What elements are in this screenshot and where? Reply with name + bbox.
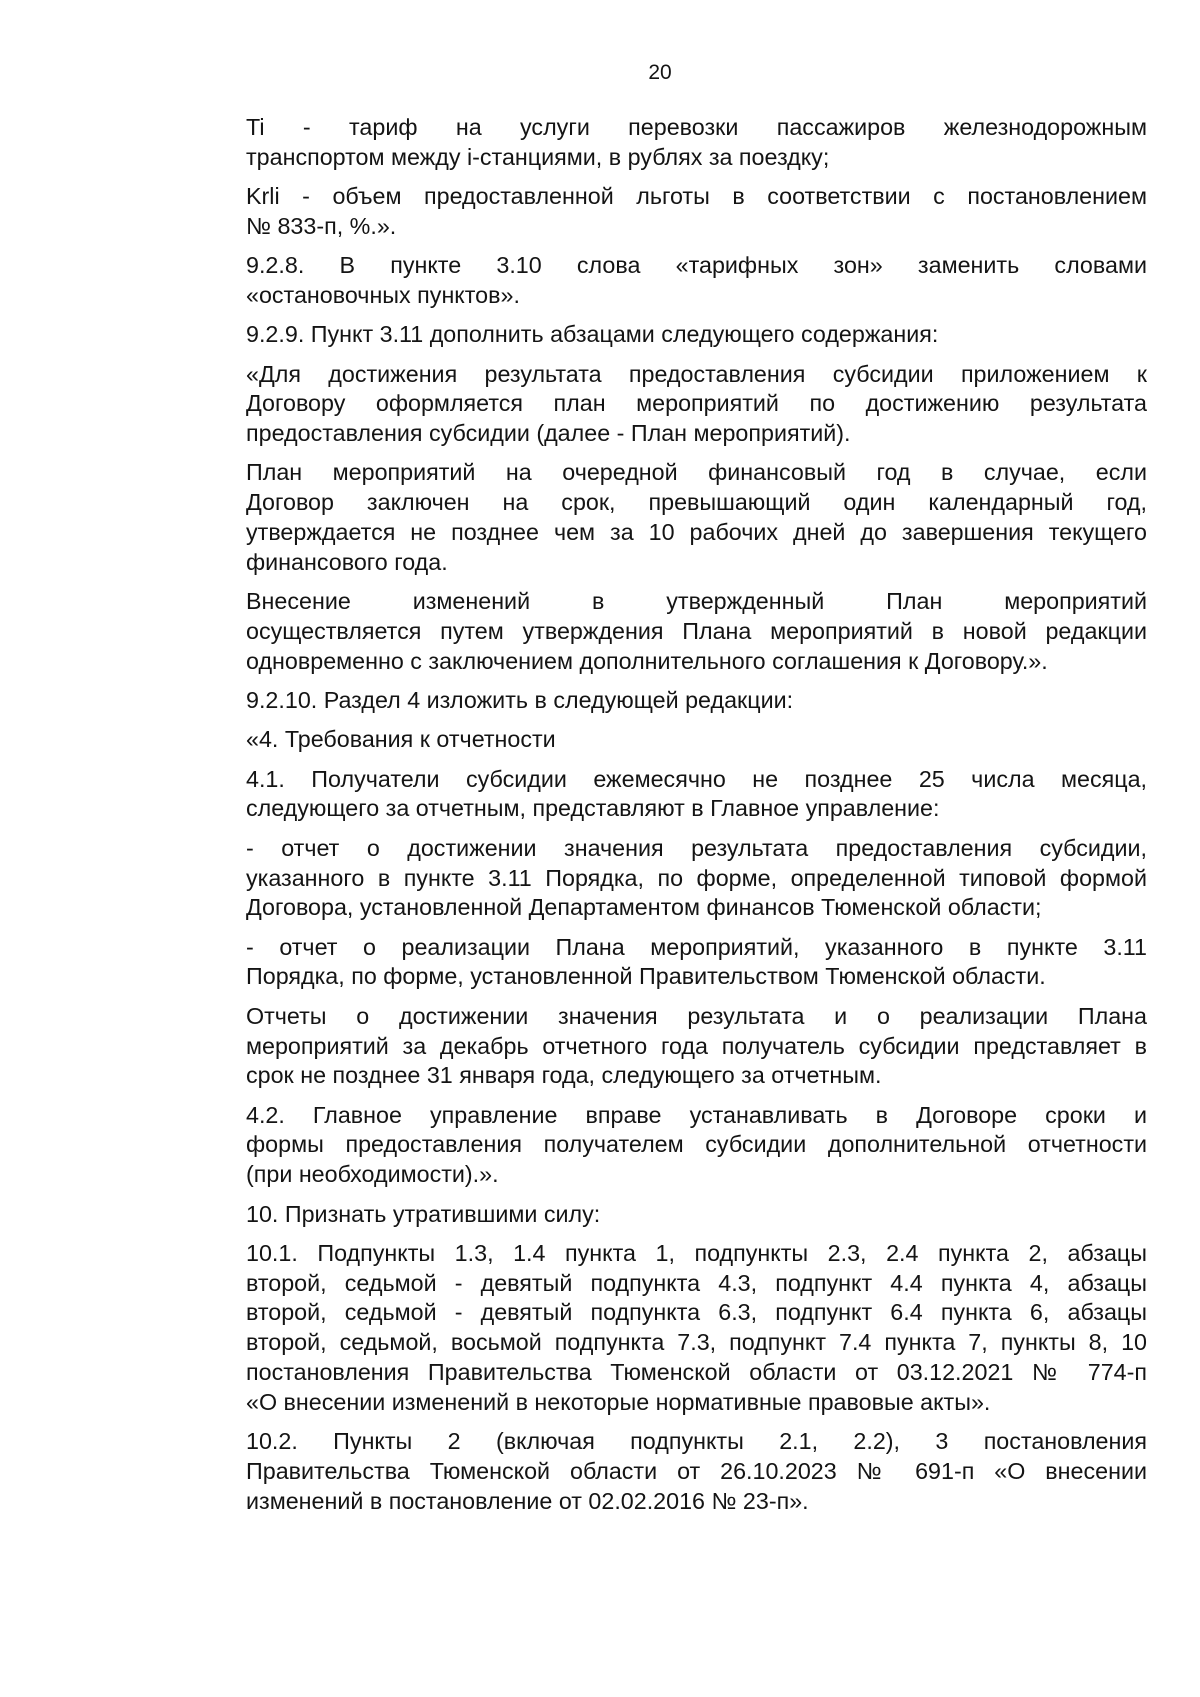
paragraph-line: срок не позднее 31 января года, следующего за отчетным. xyxy=(246,1062,882,1089)
paragraph xyxy=(173,1200,1147,1230)
paragraph xyxy=(173,458,1147,577)
paragraph xyxy=(173,765,1147,825)
paragraph-line: изменений в постановление от 02.02.2016 № 23-п». xyxy=(246,1487,809,1514)
paragraph xyxy=(173,834,1147,923)
paragraph-line: 10.2. Пункты 2 (включая подпункты 2.1, 2.2), 3 постановления xyxy=(246,1428,1147,1455)
paragraph-line: 4.2. Главное управление вправе устанавливать в Договоре сроки и xyxy=(246,1101,1147,1128)
paragraph-line: Правительства Тюменской области от 26.10.2023 № 691-п «О внесении xyxy=(246,1457,1147,1484)
paragraph-line: 10.1. Подпункты 1.3, 1.4 пункта 1, подпункты 2.3, 2.4 пункта 2, абзацы xyxy=(246,1239,1147,1266)
paragraph-line: одновременно с заключением дополнительного соглашения к Договору.». xyxy=(246,647,1048,674)
paragraph-line: - отчет о достижении значения результата предоставления субсидии, xyxy=(246,834,1147,861)
paragraph-line: № 833-п, %.». xyxy=(246,212,397,239)
paragraph xyxy=(173,251,1147,311)
paragraph-line: Внесение изменений в утвержденный План мероприятий xyxy=(246,588,1147,615)
paragraph-line: транспортом между i-станциями, в рублях за поездку; xyxy=(246,143,830,170)
paragraph-line: План мероприятий на очередной финансовый год в случае, если xyxy=(246,459,1147,486)
document-body xyxy=(173,113,1147,1526)
paragraph xyxy=(173,1101,1147,1190)
paragraph-line: 4.1. Получатели субсидии ежемесячно не позднее 25 числа месяца, xyxy=(246,765,1147,792)
paragraph-line: 10. Признать утратившими силу: xyxy=(246,1200,601,1227)
paragraph-line: 9.2.9. Пункт 3.11 дополнить абзацами следующего содержания: xyxy=(246,321,939,348)
paragraph xyxy=(173,320,1147,350)
paragraph-line: мероприятий за декабрь отчетного года получатель субсидии представляет в xyxy=(246,1032,1147,1059)
paragraph-line: Отчеты о достижении значения результата и о реализации Плана xyxy=(246,1002,1147,1029)
paragraph xyxy=(173,182,1147,242)
paragraph-line: «О внесении изменений в некоторые нормативные правовые акты». xyxy=(246,1388,991,1415)
paragraph-line: «4. Требования к отчетности xyxy=(246,726,556,753)
paragraph-line: второй, седьмой - девятый подпункта 4.3, подпункт 4.4 пункта 4, абзацы xyxy=(246,1269,1147,1296)
paragraph-line: Порядка, по форме, установленной Правительством Тюменской области. xyxy=(246,963,1046,990)
paragraph-line: формы предоставления получателем субсидии дополнительной отчетности xyxy=(246,1131,1147,1158)
paragraph-line: указанного в пункте 3.11 Порядка, по форме, определенной типовой формой xyxy=(246,864,1147,891)
paragraph xyxy=(173,360,1147,449)
paragraph-line: Ti - тариф на услуги перевозки пассажиров железнодорожным xyxy=(246,114,1147,140)
paragraph-line: осуществляется путем утверждения Плана мероприятий в новой редакции xyxy=(246,617,1147,644)
paragraph xyxy=(173,1427,1147,1516)
paragraph xyxy=(173,933,1147,993)
paragraph-line: Договору оформляется план мероприятий по достижению результата xyxy=(246,390,1147,417)
paragraph xyxy=(173,1002,1147,1091)
paragraph-line: утверждается не позднее чем за 10 рабочих дней до завершения текущего xyxy=(246,519,1147,546)
paragraph-line: - отчет о реализации Плана мероприятий, указанного в пункте 3.11 xyxy=(246,933,1147,960)
paragraph-line: предоставления субсидии (далее - План мероприятий). xyxy=(246,420,851,447)
page-number: 20 xyxy=(648,61,672,84)
paragraph-line: постановления Правительства Тюменской области от 03.12.2021 № 774-п xyxy=(246,1358,1147,1385)
paragraph xyxy=(173,113,1147,173)
paragraph-line: второй, седьмой - девятый подпункта 6.3, подпункт 6.4 пункта 6, абзацы xyxy=(246,1299,1147,1326)
paragraph-line: Krli - объем предоставленной льготы в соответствии с постановлением xyxy=(246,183,1147,210)
paragraph-line: 9.2.8. В пункте 3.10 слова «тарифных зон» заменить словами xyxy=(246,252,1147,279)
paragraph xyxy=(173,686,1147,716)
paragraph-line: Договора, установленной Департаментом финансов Тюменской области; xyxy=(246,894,1042,921)
paragraph xyxy=(173,587,1147,676)
paragraph-line: 9.2.10. Раздел 4 изложить в следующей редакции: xyxy=(246,687,794,714)
paragraph-line: Договор заключен на срок, превышающий один календарный год, xyxy=(246,489,1147,516)
paragraph xyxy=(173,1239,1147,1418)
paragraph-line: второй, седьмой, восьмой подпункта 7.3, подпункт 7.4 пункта 7, пункты 8, 10 xyxy=(246,1329,1147,1356)
paragraph-line: (при необходимости).». xyxy=(246,1161,499,1188)
paragraph-line: следующего за отчетным, представляют в Главное управление: xyxy=(246,795,940,822)
paragraph-line: финансового года. xyxy=(246,548,448,575)
paragraph-line: «Для достижения результата предоставления субсидии приложением к xyxy=(246,360,1147,387)
paragraph-line: «остановочных пунктов». xyxy=(246,281,520,308)
paragraph xyxy=(173,725,1147,755)
